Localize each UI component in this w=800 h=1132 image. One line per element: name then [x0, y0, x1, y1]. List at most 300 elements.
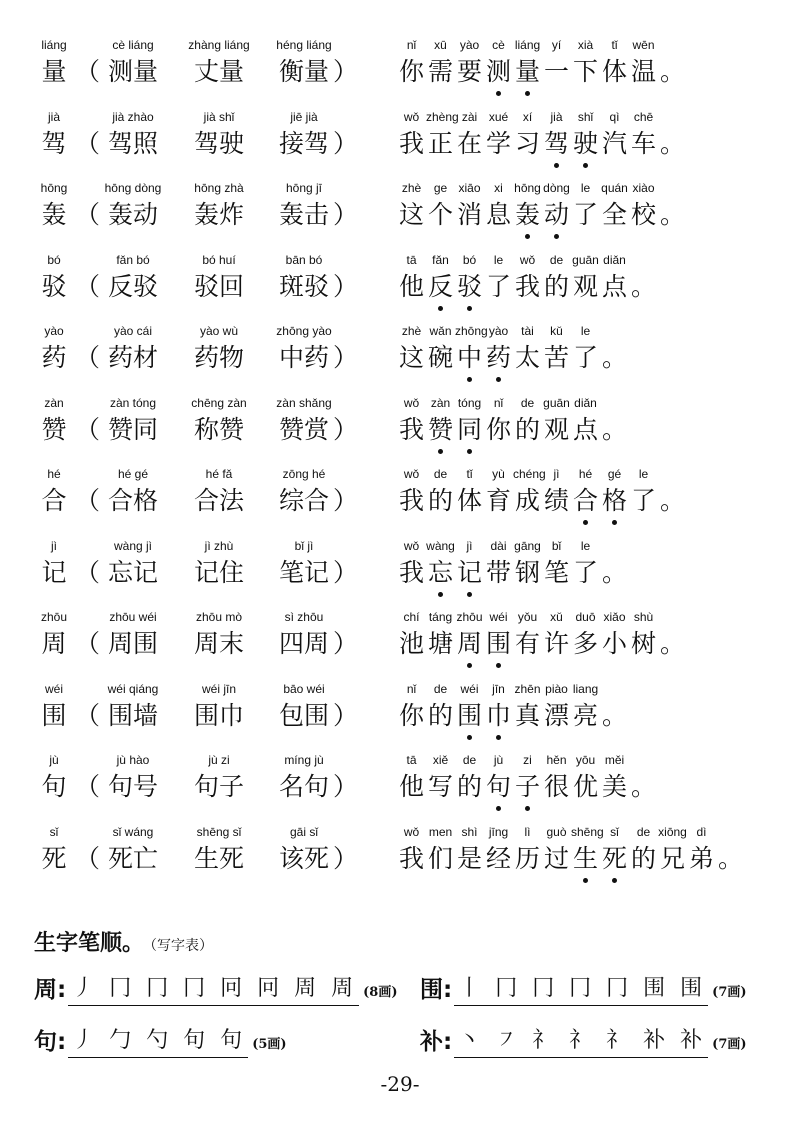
sentence-char: 小 [601, 629, 627, 658]
sentence-pinyin: hé [578, 467, 593, 481]
sentence-char: 我 [398, 129, 424, 158]
sentence-char: 下 [572, 57, 598, 86]
sentence-pinyin: wǒ [403, 396, 420, 410]
stroke-sequence: 丶 ㇇ 礻 礻 礻 补 补 [454, 1026, 708, 1058]
sentence-char-emphasized: 子 [513, 770, 542, 804]
sentence-char: 。 [601, 415, 627, 444]
sentence-pinyin: gāng [514, 539, 541, 553]
sentence-char: 全 [601, 200, 627, 229]
sentence-pinyin: quán [601, 181, 628, 195]
sentence-char-emphasized: 轰 [513, 198, 542, 232]
sentence-char-emphasized: 驳 [455, 270, 484, 304]
example-sentence [397, 825, 792, 885]
word-hanzi: 忘记 [107, 558, 158, 587]
sentence-char-emphasized: 死 [600, 842, 629, 876]
stroke-order-heading [34, 926, 213, 960]
word-hanzi: 驳回 [193, 272, 244, 301]
stroke-order-subtitle: （写字表） [150, 938, 214, 954]
vocab-entry [0, 539, 800, 599]
sentence-pinyin: wǒ [403, 110, 420, 124]
example-sentence [397, 610, 792, 670]
sentence-char: 真 [514, 701, 540, 730]
stroke-sequence: 丿 冂 冂 冂 冋 冋 周 周 [68, 974, 359, 1006]
sentence-char: 点 [601, 272, 627, 301]
word-pinyin: zhōng yào [276, 324, 332, 338]
sentence-pinyin: de [433, 467, 448, 481]
sentence-pinyin: yōu [575, 753, 596, 767]
sentence-pinyin: de [462, 753, 477, 767]
word-pinyin: míng jù [284, 753, 324, 767]
sentence-char-emphasized: 驶 [571, 127, 600, 161]
sentence-pinyin: měi [604, 753, 625, 767]
headword-char: 轰 [41, 200, 67, 229]
close-paren: ） [333, 701, 359, 730]
sentence-pinyin: zài [461, 110, 478, 124]
word-hanzi: 四周 [278, 629, 329, 658]
sentence-pinyin: xià [577, 38, 594, 52]
sentence-char: 温 [630, 57, 656, 86]
sentence-pinyin: hōng [514, 181, 541, 195]
word-hanzi: 综合 [278, 486, 329, 515]
sentence-char: 优 [572, 772, 598, 801]
sentence-char: 的 [427, 486, 453, 515]
sentence-pinyin: de [636, 825, 651, 839]
sentence-pinyin: yào [488, 324, 509, 338]
sentence-pinyin: tóng [457, 396, 482, 410]
sentence-pinyin: xué [488, 110, 509, 124]
vocab-entry [0, 467, 800, 527]
sentence-char: 碗 [427, 343, 453, 372]
sentence-pinyin: guò [546, 825, 567, 839]
word-hanzi: 合格 [107, 486, 158, 515]
sentence-hanzi-row [397, 270, 658, 304]
example-sentence [397, 253, 792, 313]
example-sentence [397, 539, 792, 599]
stroke-item [420, 970, 747, 1006]
vocab-entry [0, 682, 800, 742]
stroke-char: 周 [34, 977, 57, 1003]
sentence-pinyin [658, 610, 687, 628]
sentence-char-emphasized: 围 [455, 699, 484, 733]
sentence-char-emphasized: 忘 [426, 556, 455, 590]
sentence-pinyin: lì [524, 825, 531, 839]
close-paren: ） [333, 415, 359, 444]
sentence-char: 的 [514, 415, 540, 444]
sentence-char-emphasized: 中 [455, 341, 484, 375]
sentence-char: 。 [659, 57, 685, 86]
sentence-pinyin: wéi [460, 682, 479, 696]
sentence-char: 一 [543, 57, 569, 86]
example-sentence [397, 396, 792, 456]
sentence-pinyin-row [397, 539, 629, 557]
char-pinyin: jù [49, 753, 59, 767]
sentence-char-emphasized: 格 [600, 484, 629, 518]
open-paren: （ [75, 200, 101, 229]
word-hanzi: 名句 [278, 772, 329, 801]
word-hanzi: 周围 [107, 629, 158, 658]
sentence-char: 汽 [601, 129, 627, 158]
close-paren: ） [333, 772, 359, 801]
sentence-hanzi-row [397, 127, 687, 161]
sentence-char: 车 [630, 129, 656, 158]
sentence-char: 习 [514, 129, 540, 158]
sentence-char: 。 [630, 772, 656, 801]
char-pinyin: jì [51, 539, 57, 553]
sentence-char: 息 [485, 200, 511, 229]
sentence-char: 你 [398, 57, 424, 86]
close-paren: ） [333, 272, 359, 301]
sentence-pinyin: tǐ [466, 467, 473, 481]
word-hanzi: 中药 [278, 343, 329, 372]
stroke-order-title: 生字笔顺。 [34, 931, 145, 956]
stroke-count: (5画) [252, 1037, 287, 1052]
char-pinyin: yào [44, 324, 64, 338]
sentence-pinyin: de [433, 682, 448, 696]
open-paren: （ [75, 415, 101, 444]
sentence-pinyin: diǎn [603, 253, 626, 267]
sentence-char: 的 [456, 772, 482, 801]
word-pinyin: jià shǐ [203, 110, 235, 124]
headword-char: 量 [41, 57, 67, 86]
word-hanzi: 赞赏 [278, 415, 329, 444]
sentence-pinyin [658, 181, 687, 199]
sentence-pinyin: bǐ [551, 539, 562, 553]
sentence-pinyin: tā [406, 753, 417, 767]
sentence-hanzi-row [397, 556, 629, 590]
sentence-pinyin-row [397, 396, 629, 414]
headword-char: 记 [41, 558, 67, 587]
sentence-pinyin [629, 253, 658, 271]
sentence-pinyin: zhè [401, 181, 422, 195]
stroke-count: (8画) [363, 985, 398, 1000]
word-pinyin: cè liáng [112, 38, 154, 52]
word-hanzi: 包围 [278, 701, 329, 730]
sentence-char: 苦 [543, 343, 569, 372]
sentence-pinyin: guān [543, 396, 570, 410]
word-hanzi: 死亡 [107, 844, 158, 873]
sentence-pinyin: zhè [401, 324, 422, 338]
open-paren: （ [75, 272, 101, 301]
vocab-entry [0, 396, 800, 456]
word-pinyin: wàng jì [113, 539, 153, 553]
headword-char: 药 [41, 343, 67, 372]
sentence-char: 体 [456, 486, 482, 515]
sentence-pinyin: wàng [426, 539, 455, 553]
headword-char: 赞 [41, 415, 67, 444]
open-paren: （ [75, 629, 101, 658]
word-hanzi: 反驳 [107, 272, 158, 301]
word-hanzi: 合法 [193, 486, 244, 515]
sentence-pinyin: jià [550, 110, 563, 124]
word-pinyin: fǎn bó [116, 253, 150, 267]
sentence-pinyin: kǔ [550, 324, 563, 338]
sentence-pinyin: shì [461, 825, 478, 839]
sentence-pinyin: wéi [489, 610, 508, 624]
sentence-char: 太 [514, 343, 540, 372]
sentence-char: 你 [485, 415, 511, 444]
word-hanzi: 接驾 [278, 129, 329, 158]
word-pinyin: zàn tóng [109, 396, 157, 410]
example-sentence [397, 110, 792, 170]
sentence-pinyin: zhèng [426, 110, 459, 124]
sentence-char: 绩 [543, 486, 569, 515]
word-hanzi: 围墙 [107, 701, 158, 730]
sentence-pinyin: xiōng [658, 825, 687, 839]
sentence-char-emphasized: 驾 [542, 127, 571, 161]
sentence-char: 历 [514, 844, 540, 873]
sentence-char: 正 [427, 129, 453, 158]
sentence-pinyin: wǒ [403, 467, 420, 481]
char-pinyin: zàn [44, 396, 64, 410]
sentence-pinyin-row [397, 324, 629, 342]
sentence-char: 了 [572, 200, 598, 229]
example-sentence [397, 181, 792, 241]
sentence-pinyin: nǐ [406, 38, 417, 52]
headword-char: 驾 [41, 129, 67, 158]
sentence-char-emphasized: 药 [484, 341, 513, 375]
sentence-pinyin: le [493, 253, 504, 267]
sentence-pinyin: xí [522, 110, 533, 124]
colon: : [57, 1029, 67, 1055]
char-pinyin: wéi [44, 682, 63, 696]
sentence-char: 亮 [572, 701, 598, 730]
word-hanzi: 药物 [193, 343, 244, 372]
sentence-char-emphasized: 测 [484, 55, 513, 89]
sentence-pinyin: shēng [571, 825, 604, 839]
sentence-pinyin: tā [406, 253, 417, 267]
sentence-pinyin: le [580, 539, 591, 553]
stroke-item [420, 1022, 747, 1058]
sentence-char: 我 [398, 558, 424, 587]
word-hanzi: 赞同 [107, 415, 158, 444]
close-paren: ） [333, 486, 359, 515]
sentence-pinyin: yào [459, 38, 480, 52]
sentence-char: 他 [398, 772, 424, 801]
sentence-pinyin: xi [494, 181, 503, 195]
word-hanzi: 轰炸 [193, 200, 244, 229]
stroke-item [34, 970, 398, 1006]
sentence-char: 观 [543, 415, 569, 444]
sentence-char: 是 [456, 844, 482, 873]
vocab-entry [0, 253, 800, 313]
sentence-char: 在 [456, 129, 482, 158]
word-hanzi: 斑驳 [278, 272, 329, 301]
word-pinyin: bǐ jì [294, 539, 314, 553]
vocab-entry [0, 38, 800, 98]
vocab-entry [0, 324, 800, 384]
sentence-char: 这 [398, 200, 424, 229]
word-hanzi: 驾照 [107, 129, 158, 158]
sentence-char: 钢 [514, 558, 540, 587]
sentence-pinyin: men [428, 825, 453, 839]
colon: : [443, 1029, 453, 1055]
sentence-pinyin: xiào [632, 181, 655, 195]
sentence-char: 。 [659, 200, 685, 229]
vocab-entry [0, 110, 800, 170]
sentence-hanzi-row [397, 484, 687, 518]
sentence-pinyin: yí [551, 38, 562, 52]
sentence-char-emphasized: 赞 [426, 413, 455, 447]
word-pinyin: bó huí [202, 253, 236, 267]
sentence-char: 点 [572, 415, 598, 444]
sentence-pinyin: zi [523, 753, 532, 767]
sentence-char: 了 [485, 272, 511, 301]
word-pinyin: jià zhào [112, 110, 154, 124]
sentence-pinyin: chē [633, 110, 654, 124]
open-paren: （ [75, 701, 101, 730]
sentence-pinyin: wǒ [403, 539, 420, 553]
word-hanzi: 句号 [107, 772, 158, 801]
word-pinyin: hōng jī [285, 181, 323, 195]
char-pinyin: hé [47, 467, 61, 481]
sentence-pinyin [716, 825, 745, 843]
sentence-char: 池 [398, 629, 424, 658]
colon: : [57, 977, 67, 1003]
sentence-char: 塘 [427, 629, 453, 658]
sentence-pinyin-row [397, 467, 687, 485]
sentence-pinyin-row [397, 38, 687, 56]
sentence-char: 过 [543, 844, 569, 873]
sentence-char-emphasized: 反 [426, 270, 455, 304]
example-sentence [397, 324, 792, 384]
sentence-char: 写 [427, 772, 453, 801]
word-hanzi: 衡量 [278, 57, 329, 86]
sentence-pinyin: dài [490, 539, 507, 553]
example-sentence [397, 753, 792, 813]
sentence-pinyin: wēn [632, 38, 655, 52]
sentence-char: 这 [398, 343, 424, 372]
sentence-pinyin: wǒ [519, 253, 536, 267]
sentence-pinyin: jì [553, 467, 560, 481]
sentence-pinyin: zàn [430, 396, 451, 410]
sentence-char: 美 [601, 772, 627, 801]
close-paren: ） [333, 343, 359, 372]
sentence-pinyin [658, 38, 687, 56]
word-pinyin: héng liáng [276, 38, 332, 52]
page-number: -29- [380, 1072, 420, 1096]
sentence-char: 。 [659, 486, 685, 515]
sentence-char: 。 [659, 129, 685, 158]
sentence-pinyin: zhēn [514, 682, 541, 696]
sentence-char: 带 [485, 558, 511, 587]
sentence-hanzi-row [397, 413, 629, 447]
sentence-char: 笔 [543, 558, 569, 587]
stroke-sequence: 丿 勹 勺 句 句 [68, 1026, 248, 1058]
sentence-char: 。 [717, 844, 743, 873]
example-sentence [397, 38, 792, 98]
sentence-pinyin [600, 324, 629, 342]
sentence-char-emphasized: 量 [513, 55, 542, 89]
open-paren: （ [75, 343, 101, 372]
sentence-pinyin: nǐ [493, 396, 504, 410]
sentence-char: 我 [398, 415, 424, 444]
open-paren: （ [75, 772, 101, 801]
word-pinyin: zhàng liáng [188, 38, 250, 52]
sentence-char: 成 [514, 486, 540, 515]
sentence-pinyin-row [397, 181, 687, 199]
sentence-pinyin [658, 467, 687, 485]
sentence-char: 。 [659, 629, 685, 658]
stroke-count: (7画) [712, 1037, 747, 1052]
sentence-char-emphasized: 巾 [484, 699, 513, 733]
word-hanzi: 生死 [193, 844, 244, 873]
sentence-pinyin: bó [462, 253, 477, 267]
sentence-pinyin: hěn [546, 753, 567, 767]
sentence-char: 了 [630, 486, 656, 515]
word-hanzi: 笔记 [278, 558, 329, 587]
sentence-char: 漂 [543, 701, 569, 730]
word-hanzi: 围巾 [193, 701, 244, 730]
sentence-hanzi-row [397, 55, 687, 89]
sentence-pinyin: xǔ [550, 610, 563, 624]
sentence-char: 了 [572, 558, 598, 587]
sentence-char: 我 [398, 844, 424, 873]
sentence-pinyin: cè [492, 38, 505, 52]
sentence-char: 弟 [688, 844, 714, 873]
sentence-pinyin: dì [696, 825, 707, 839]
sentence-char: 需 [427, 57, 453, 86]
sentence-char: 的 [543, 272, 569, 301]
sentence-char: 你 [398, 701, 424, 730]
word-pinyin: jù hào [116, 753, 150, 767]
sentence-char: 的 [427, 701, 453, 730]
word-pinyin: sǐ wáng [112, 825, 154, 839]
word-pinyin: jù zi [208, 753, 230, 767]
sentence-hanzi-row [397, 198, 687, 232]
word-pinyin: zhōu wéi [109, 610, 157, 624]
sentence-char: 树 [630, 629, 656, 658]
sentence-pinyin-row [397, 682, 629, 700]
sentence-pinyin: nǐ [406, 682, 417, 696]
word-pinyin: zōng hé [282, 467, 326, 481]
sentence-pinyin [658, 110, 687, 128]
word-pinyin: wéi qiáng [107, 682, 159, 696]
sentence-char-emphasized: 动 [542, 198, 571, 232]
sentence-char: 校 [630, 200, 656, 229]
word-pinyin: sì zhōu [284, 610, 324, 624]
open-paren: （ [75, 129, 101, 158]
sentence-pinyin: shù [633, 610, 654, 624]
close-paren: ） [333, 129, 359, 158]
vocab-entry [0, 181, 800, 241]
sentence-pinyin: duō [575, 610, 596, 624]
word-pinyin: zhōu mò [195, 610, 243, 624]
sentence-char: 个 [427, 200, 453, 229]
sentence-pinyin: jīn [492, 682, 505, 696]
word-hanzi: 记住 [193, 558, 244, 587]
sentence-char-emphasized: 生 [571, 842, 600, 876]
sentence-pinyin: wǎn [429, 324, 452, 338]
sentence-pinyin: chéng [513, 467, 546, 481]
sentence-pinyin: jù [493, 753, 504, 767]
sentence-char-emphasized: 合 [571, 484, 600, 518]
sentence-pinyin: de [520, 396, 535, 410]
headword-char: 驳 [41, 272, 67, 301]
sentence-pinyin: zhōng [455, 324, 488, 338]
sentence-char: 我 [514, 272, 540, 301]
sentence-pinyin [600, 396, 629, 414]
word-pinyin: hé fǎ [205, 467, 233, 481]
word-hanzi: 轰动 [107, 200, 158, 229]
sentence-pinyin: sǐ [610, 825, 619, 839]
sentence-pinyin-row [397, 825, 745, 843]
sentence-char: 学 [485, 129, 511, 158]
sentence-pinyin: tǐ [611, 38, 618, 52]
vocab-entry [0, 610, 800, 670]
sentence-char-emphasized: 记 [455, 556, 484, 590]
word-hanzi: 测量 [107, 57, 158, 86]
word-pinyin: chēng zàn [191, 396, 247, 410]
